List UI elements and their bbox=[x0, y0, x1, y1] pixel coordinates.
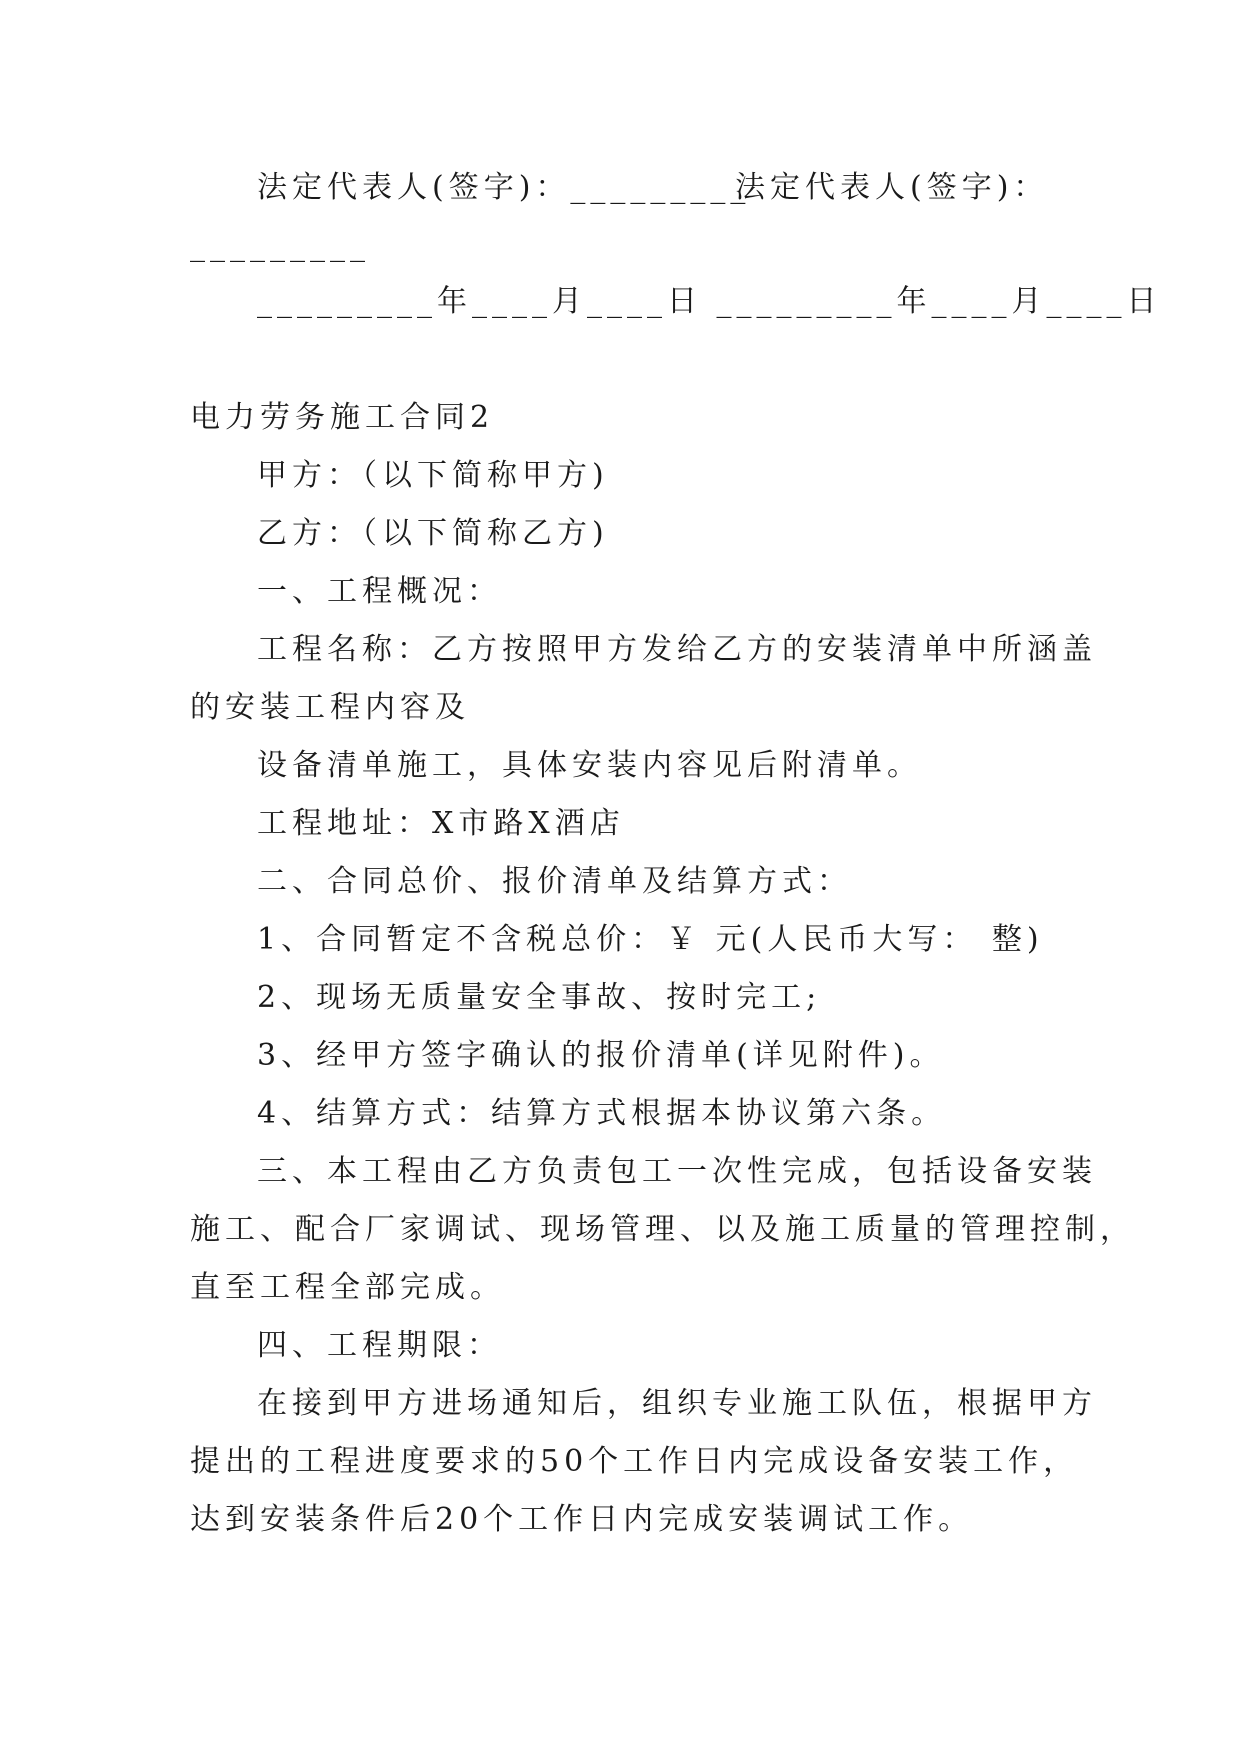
signature-left: 法定代表人(签字)：_________ bbox=[257, 170, 751, 205]
section-4-heading: 四、工程期限： bbox=[257, 1328, 502, 1363]
item-1: 1、合同暂定不含税总价：￥ 元(人民币大写： 整) bbox=[257, 922, 1044, 957]
section-2-heading: 二、合同总价、报价清单及结算方式： bbox=[257, 864, 852, 899]
section-3-line-1: 三、本工程由乙方负责包工一次性完成，包括设备安装 bbox=[257, 1154, 1097, 1189]
project-name-line-1: 工程名称：乙方按照甲方发给乙方的安装清单中所涵盖 bbox=[257, 632, 1097, 667]
section-3-line-3: 直至工程全部完成。 bbox=[190, 1270, 505, 1305]
contract-title: 电力劳务施工合同2 bbox=[190, 400, 495, 435]
item-2: 2、现场无质量安全事故、按时完工; bbox=[257, 980, 822, 1015]
project-name-line-2: 的安装工程内容及 bbox=[190, 690, 470, 725]
section-4-line-1: 在接到甲方进场通知后，组织专业施工队伍，根据甲方 bbox=[257, 1386, 1097, 1421]
date-line: _________年____月____日 _________年____月____日 bbox=[257, 284, 1162, 319]
project-address: 工程地址：X市路X酒店 bbox=[257, 806, 625, 841]
party-a: 甲方：（以下简称甲方) bbox=[257, 458, 609, 493]
section-3-line-2: 施工、配合厂家调试、现场管理、以及施工质量的管理控制， bbox=[190, 1212, 1135, 1247]
signature-continuation: _________ bbox=[190, 228, 370, 263]
project-name-line-3: 设备清单施工，具体安装内容见后附清单。 bbox=[257, 748, 922, 783]
section-4-line-3: 达到安装条件后20个工作日内完成安装调试工作。 bbox=[190, 1502, 974, 1537]
item-3: 3、经甲方签字确认的报价清单(详见附件)。 bbox=[257, 1038, 945, 1073]
party-b: 乙方：（以下简称乙方) bbox=[257, 516, 609, 551]
section-1-heading: 一、工程概况： bbox=[257, 574, 502, 609]
item-4: 4、结算方式：结算方式根据本协议第六条。 bbox=[257, 1096, 947, 1131]
section-4-line-2: 提出的工程进度要求的50个工作日内完成设备安装工作， bbox=[190, 1444, 1079, 1479]
signature-right: 法定代表人(签字)： bbox=[735, 170, 1049, 205]
